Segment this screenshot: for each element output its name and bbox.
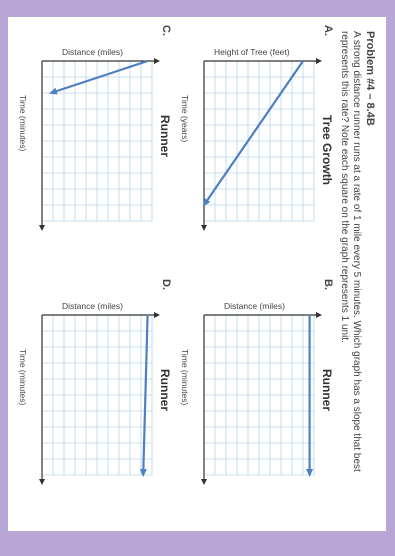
panel-title: Tree Growth: [320, 115, 334, 186]
panel-a: [174, 25, 334, 255]
x-axis-arrow: [39, 225, 45, 231]
chart-a: [174, 25, 334, 255]
x-axis-arrow: [39, 479, 45, 485]
grid: [204, 61, 314, 221]
x-axis-label: Time (minutes): [18, 95, 28, 152]
panel-title: Runner: [158, 369, 172, 411]
x-axis-label: Time (minutes): [180, 349, 190, 406]
grid: [42, 315, 152, 475]
y-axis-label: Distance (miles): [62, 47, 123, 57]
problem-prompt: A strong distance runner runs at a rate of 1 mile every 5 minutes. Which graph has a slope that best represents this rate? Note each square on the graph represents 1 unit.: [339, 31, 362, 472]
panel-c: [12, 25, 172, 255]
grid: [42, 61, 152, 221]
panel-letter: C.: [160, 25, 172, 36]
series-line: [204, 61, 303, 205]
panel-letter: B.: [322, 279, 334, 290]
y-axis-label: Height of Tree (feet): [214, 47, 290, 57]
grid: [204, 315, 314, 475]
y-axis-label: Distance (miles): [224, 301, 285, 311]
panel-letter: D.: [160, 279, 172, 290]
x-axis-arrow: [201, 225, 207, 231]
chart-d: [12, 279, 172, 509]
panel-title: Runner: [158, 115, 172, 157]
panel-d: [12, 279, 172, 509]
x-axis-label: Time (minutes): [18, 349, 28, 406]
series-arrowhead: [306, 469, 313, 477]
problem-title: Problem #4 – 8.4B: [364, 31, 376, 126]
y-axis-arrow: [316, 58, 322, 64]
worksheet-page: [8, 17, 386, 531]
y-axis-arrow: [154, 312, 160, 318]
chart-c: [12, 25, 172, 255]
y-axis-arrow: [154, 58, 160, 64]
panel-b: [174, 279, 334, 509]
chart-b: [174, 279, 334, 509]
y-axis-label: Distance (miles): [62, 301, 123, 311]
x-axis-label: Time (years): [180, 95, 190, 143]
x-axis-arrow: [201, 479, 207, 485]
panel-letter: A.: [322, 25, 334, 36]
y-axis-arrow: [316, 312, 322, 318]
worksheet-content: [8, 17, 386, 531]
panel-title: Runner: [320, 369, 334, 411]
